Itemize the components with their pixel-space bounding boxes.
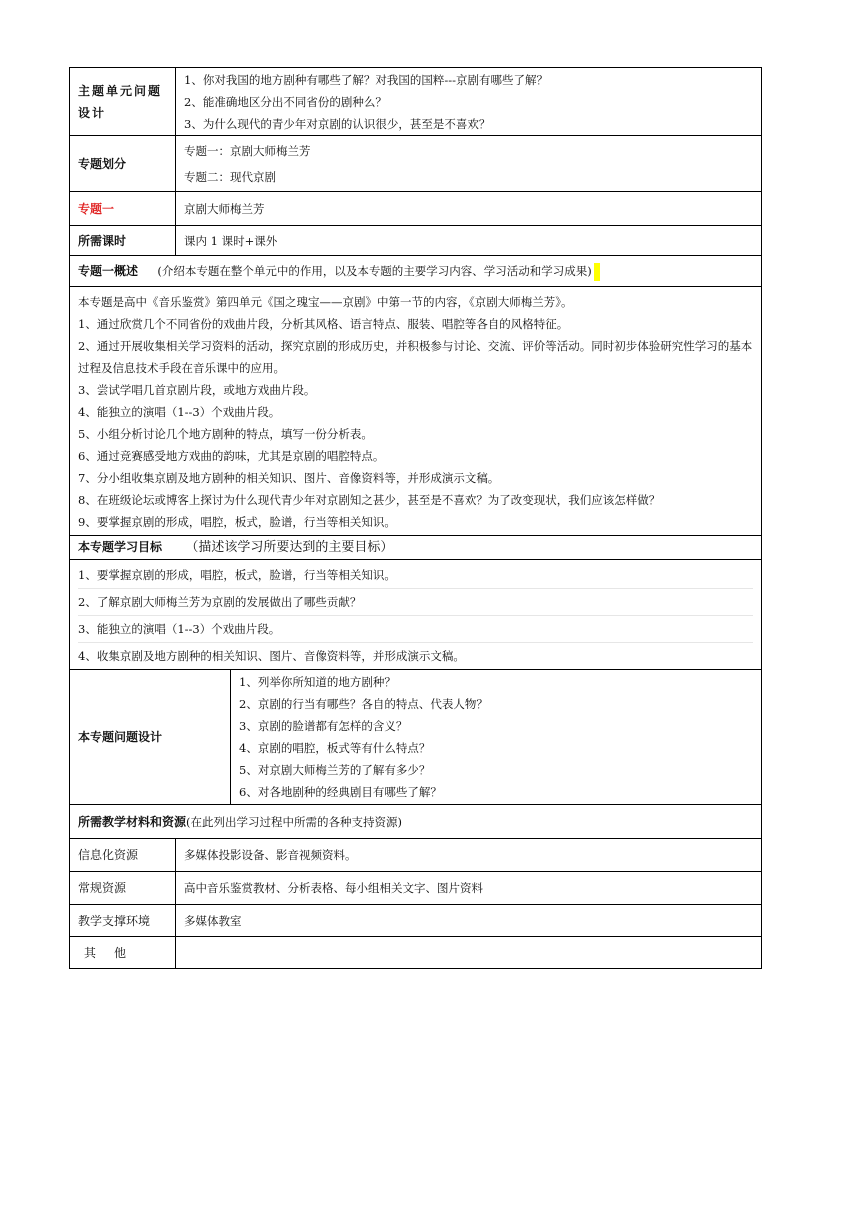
goals-note: （描述该学习所要达到的主要目标） — [185, 540, 394, 555]
hours-value: 课内 1 课时+课外 — [176, 226, 762, 256]
resource-row — [70, 937, 762, 969]
overview-header — [70, 256, 762, 287]
resource-value: 高中音乐鉴赏教材、分析表格、每小组相关文字、图片资料 — [176, 872, 762, 905]
resource-row — [70, 839, 762, 872]
resource-row — [70, 872, 762, 905]
hours-label: 所需课时 — [70, 226, 176, 256]
resource-value — [176, 937, 762, 969]
overview-label: 专题一概述 — [78, 264, 139, 278]
resources-header-row — [70, 805, 762, 839]
topic-item: 专题二：现代京剧 — [184, 169, 276, 184]
topics-cell — [176, 136, 762, 192]
overview-body — [70, 287, 762, 536]
topic-question-item: 2、京剧的行当有哪些？各自的特点、代表人物？ — [239, 697, 488, 711]
resource-row — [70, 905, 762, 937]
overview-line: 9、要掌握京剧的形成，唱腔，板式，脸谱，行当等相关知识。 — [78, 515, 396, 529]
hours-row — [70, 226, 762, 256]
unit-question-item: 3、为什么现代的青少年对京剧的认识很少，甚至是不喜欢？ — [184, 116, 491, 131]
topic-one-value: 京剧大师梅兰芳 — [176, 192, 762, 226]
unit-questions-label: 主题单元问题设计 — [70, 68, 176, 136]
overview-line: 3、尝试学唱几首京剧片段，或地方戏曲片段。 — [78, 383, 316, 397]
goal-line: 4、收集京剧及地方剧种的相关知识、图片、音像资料等，并形成演示文稿。 — [78, 649, 465, 663]
topic-question-item: 6、对各地剧种的经典剧目有哪些了解？ — [239, 785, 442, 799]
lesson-plan-page — [69, 67, 761, 969]
topic-question-item: 1、列举你所知道的地方剧种？ — [239, 675, 396, 689]
resource-label: 教学支撑环境 — [70, 905, 176, 937]
goals-body — [70, 560, 762, 670]
resource-label: 信息化资源 — [70, 839, 176, 872]
topic-question-item: 3、京剧的脸谱都有怎样的含义？ — [239, 719, 408, 733]
highlight-mark — [594, 263, 600, 281]
topic-questions-row — [70, 670, 762, 805]
unit-question-item: 1、你对我国的地方剧种有哪些了解？对我国的国粹---京剧有哪些了解？ — [184, 72, 548, 87]
topic-one-label: 专题一 — [70, 192, 176, 226]
topics-row — [70, 136, 762, 192]
overview-body-row — [70, 287, 762, 536]
overview-line: 2、通过开展收集相关学习资料的活动，探究京剧的形成历史，并积极参与讨论、交流、评价等活动。同时初步体验研究性学习的基本过程及信息技术手段在音乐课中的应用。 — [78, 339, 753, 375]
resources-note: (在此列出学习过程中所需的各种支持资源) — [186, 814, 402, 829]
resource-value: 多媒体教室 — [176, 905, 762, 937]
overview-header-row — [70, 256, 762, 287]
goals-body-row — [70, 560, 762, 670]
goal-line: 3、能独立的演唱（1--3）个戏曲片段。 — [78, 616, 753, 643]
overview-line: 本专题是高中《音乐鉴赏》第四单元《国之瑰宝——京剧》中第一节的内容，《京剧大师梅兰芳》。 — [78, 295, 573, 309]
overview-note: (介绍本专题在整个单元中的作用，以及本专题的主要学习内容、学习活动和学习成果) — [157, 264, 592, 278]
resource-value: 多媒体投影设备、影音视频资料。 — [176, 839, 762, 872]
topic-question-item: 4、京剧的唱腔，板式等有什么特点？ — [239, 741, 431, 755]
topic-questions-label: 本专题问题设计 — [70, 670, 231, 805]
goals-label: 本专题学习目标 — [78, 540, 163, 554]
unit-questions-row — [70, 68, 762, 136]
overview-line: 6、通过竞赛感受地方戏曲的韵味，尤其是京剧的唱腔特点。 — [78, 449, 385, 463]
overview-line: 8、在班级论坛或博客上探讨为什么现代青少年对京剧知之甚少，甚至是不喜欢？为了改变现状，我们应该怎样做？ — [78, 493, 661, 507]
topic-one-row — [70, 192, 762, 226]
topic-question-item: 5、对京剧大师梅兰芳的了解有多少？ — [239, 763, 431, 777]
resources-label: 所需教学材料和资源 — [78, 814, 187, 829]
goals-header — [70, 536, 762, 560]
topic-questions-cell — [231, 670, 762, 805]
goals-header-row — [70, 536, 762, 560]
resource-label: 常规资源 — [70, 872, 176, 905]
overview-line: 1、通过欣赏几个不同省份的戏曲片段，分析其风格、语言特点、服装、唱腔等各自的风格特征。 — [78, 317, 569, 331]
unit-question-item: 2、能准确地区分出不同省份的剧种么？ — [184, 94, 387, 109]
topic-item: 专题一：京剧大师梅兰芳 — [184, 143, 311, 158]
overview-line: 7、分小组收集京剧及地方剧种的相关知识、图片、音像资料等，并形成演示文稿。 — [78, 471, 500, 485]
resource-label: 其他 — [70, 937, 176, 969]
goal-line: 1、要掌握京剧的形成，唱腔，板式，脸谱，行当等相关知识。 — [78, 562, 753, 589]
unit-questions-cell — [176, 68, 762, 136]
resources-header — [70, 805, 762, 839]
overview-line: 5、小组分析讨论几个地方剧种的特点，填写一份分析表。 — [78, 427, 373, 441]
goal-line: 2、了解京剧大师梅兰芳为京剧的发展做出了哪些贡献？ — [78, 589, 753, 616]
overview-line: 4、能独立的演唱（1--3）个戏曲片段。 — [78, 405, 281, 419]
lesson-plan-table — [69, 67, 762, 969]
topics-label: 专题划分 — [70, 136, 176, 192]
